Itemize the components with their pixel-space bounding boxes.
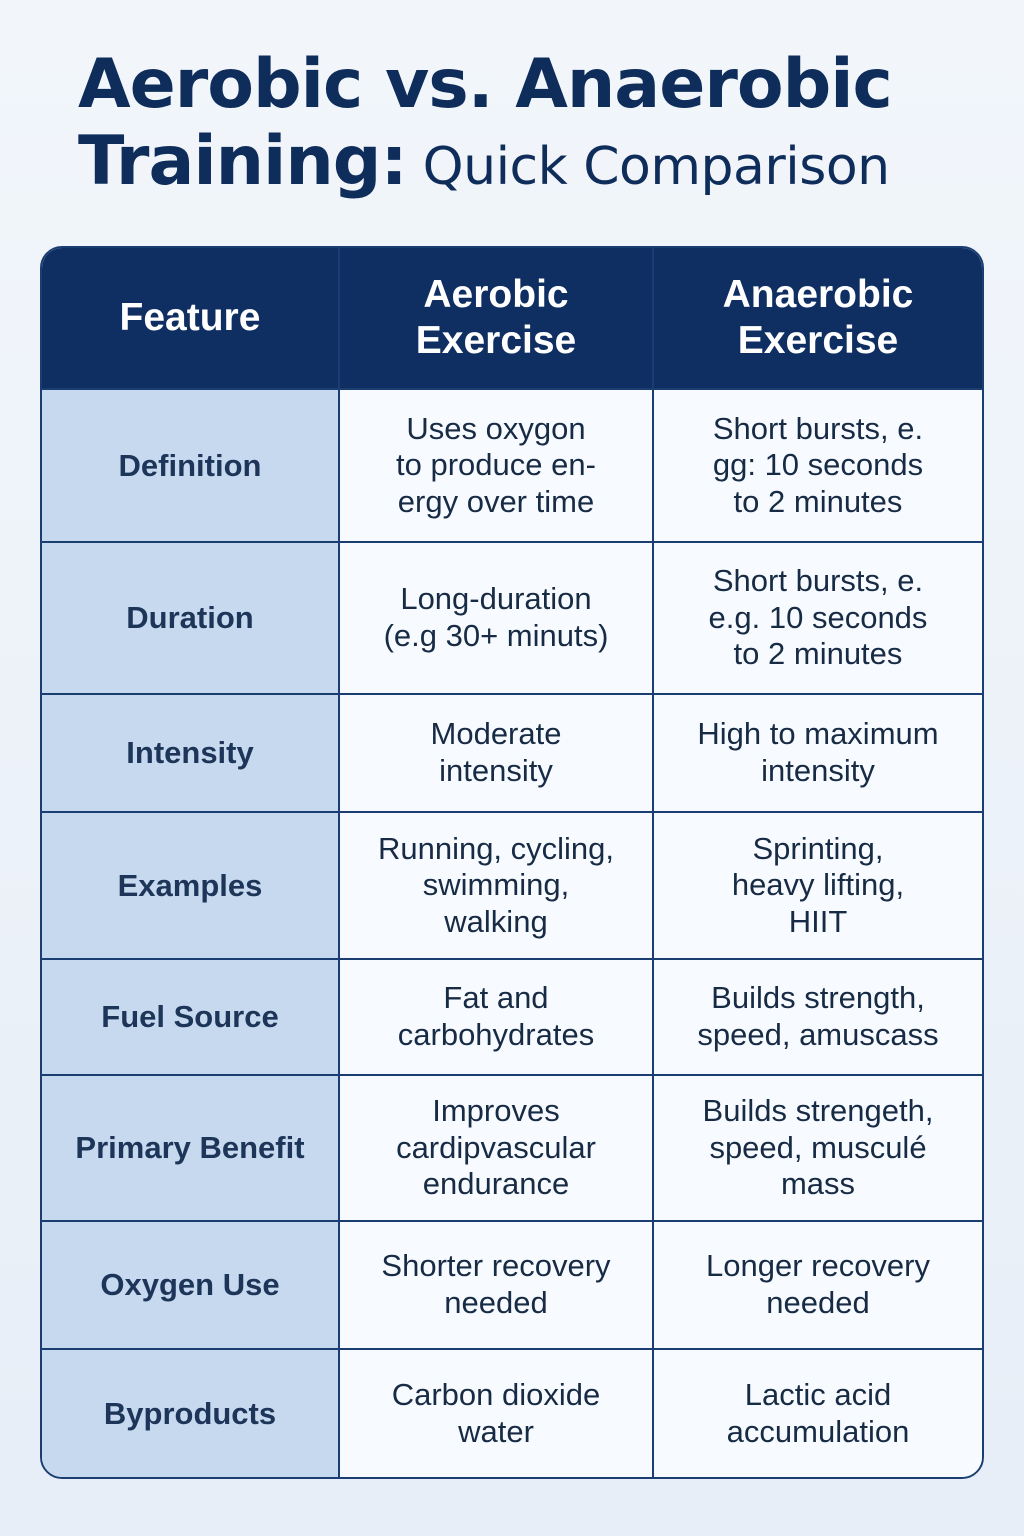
row-duration-aerobic: Long-duration (e.g 30+ minuts) (340, 543, 654, 695)
row-byproducts-feature: Byproducts (42, 1350, 340, 1477)
title-strong: Training: (78, 122, 407, 202)
title-subtitle: Quick Comparison (406, 137, 890, 198)
row-intensity-anaerobic: High to maximum intensity (654, 695, 982, 813)
row-primary-benefit-feature: Primary Benefit (42, 1076, 340, 1222)
row-oxygen-use-anaerobic: Longer recovery needed (654, 1222, 982, 1350)
row-intensity-aerobic: Moderate intensity (340, 695, 654, 813)
row-fuel-source-aerobic: Fat and carbohydrates (340, 960, 654, 1076)
header-aerobic: Aerobic Exercise (340, 248, 654, 390)
comparison-table (40, 246, 984, 1479)
page-title (78, 45, 978, 202)
row-definition-anaerobic: Short bursts, e. gg: 10 seconds to 2 minutes (654, 390, 982, 543)
row-byproducts-anaerobic: Lactic acid accumulation (654, 1350, 982, 1477)
row-fuel-source-anaerobic: Builds strength, speed, amuscass (654, 960, 982, 1076)
row-intensity-feature: Intensity (42, 695, 340, 813)
row-definition-aerobic: Uses oxygon to produce en- ergy over time (340, 390, 654, 543)
comparison-grid (42, 248, 982, 1477)
row-examples-anaerobic: Sprinting, heavy lifting, HIIT (654, 813, 982, 960)
row-oxygen-use-aerobic: Shorter recovery needed (340, 1222, 654, 1350)
row-definition-feature: Definition (42, 390, 340, 543)
row-primary-benefit-aerobic: Improves cardipvascular endurance (340, 1076, 654, 1222)
row-duration-anaerobic: Short bursts, e. e.g. 10 seconds to 2 minutes (654, 543, 982, 695)
row-primary-benefit-anaerobic: Builds strengeth, speed, musculé mass (654, 1076, 982, 1222)
row-fuel-source-feature: Fuel Source (42, 960, 340, 1076)
row-oxygen-use-feature: Oxygen Use (42, 1222, 340, 1350)
header-feature: Feature (42, 248, 340, 390)
row-byproducts-aerobic: Carbon dioxide water (340, 1350, 654, 1477)
title-line-1: Aerobic vs. Anaerobic (78, 45, 892, 124)
title-line-2 (78, 122, 978, 202)
row-examples-aerobic: Running, cycling, swimming, walking (340, 813, 654, 960)
row-duration-feature: Duration (42, 543, 340, 695)
header-anaerobic: Anaerobic Exercise (654, 248, 982, 390)
row-examples-feature: Examples (42, 813, 340, 960)
